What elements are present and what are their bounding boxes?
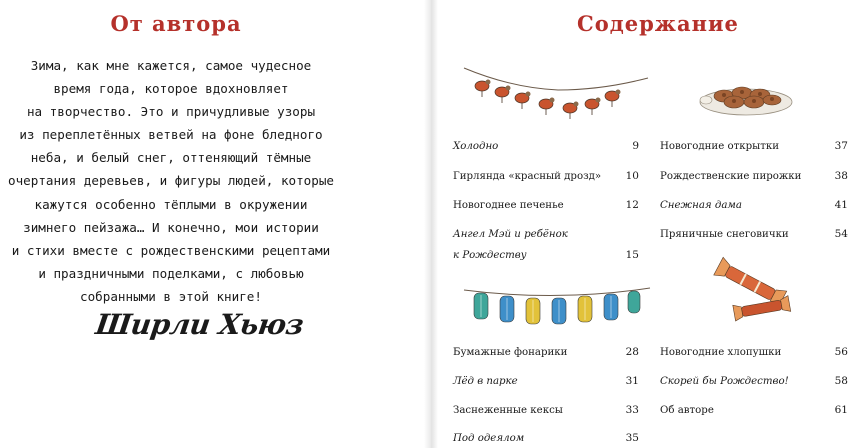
foreword-line: и праздничными поделками, с любовью (38, 265, 304, 281)
author-signature: Ширли Хьюз (93, 308, 306, 341)
robin-icon (475, 81, 619, 113)
toc-entry-title: Бумажные фонарики (453, 347, 568, 358)
foreword-line: время года, которое вдохновляет (53, 81, 289, 97)
toc-entry-page: 54 (834, 228, 848, 240)
foreword-line: Зима, как мне кажется, самое чудесное (30, 58, 312, 73)
toc-entry-page: 31 (625, 375, 639, 387)
toc-entry-page: 35 (625, 432, 639, 444)
toc-entry-title: Пряничные снеговички (660, 229, 789, 240)
toc-entry-page: 28 (625, 346, 639, 358)
right-page (432, 0, 852, 448)
foreword-line: и стихи вместе с рождественскими рецептами (11, 242, 331, 258)
toc-entry-title: Лёд в парке (453, 376, 518, 387)
author-foreword (0, 54, 342, 308)
toc-entry-title: Новогодние открытки (660, 141, 780, 152)
foreword-line: неба, и белый снег, оттеняющий тёмные (30, 150, 312, 166)
toc-entry[interactable] (453, 226, 639, 266)
toc-entry-title: Ангел Мэй и ребёнок (453, 229, 568, 240)
foreword-line: очертания деревьев, и фигуры людей, которые (7, 173, 335, 189)
toc-entry-page: 38 (834, 170, 848, 182)
toc-entry-title: Об авторе (660, 405, 714, 416)
toc-entry-page: 37 (834, 140, 848, 152)
toc-entry-title: Скорей бы Рождество! (660, 376, 789, 387)
toc-entry-title: Снежная дама (660, 200, 742, 211)
toc-entry-page: 9 (632, 140, 639, 152)
foreword-line: на творчество. Это и причудливые узоры (26, 104, 316, 120)
toc-entry-page: 61 (834, 404, 848, 416)
toc-entry-page: 15 (625, 249, 639, 261)
toc-entry-title: Рождественские пирожки (660, 171, 802, 182)
toc-entry-title: Под одеялом (453, 433, 525, 444)
robin-garland-illustration (462, 64, 652, 126)
toc-entry-title: Гирлянда «красный дрозд» (453, 171, 602, 182)
toc-entry-title: Новогоднее печенье (453, 200, 564, 211)
toc-entry-title: Холодно (453, 141, 499, 152)
foreword-line: из переплетённых ветвей на фоне бледного (19, 127, 323, 143)
toc-entry-title: Заснеженные кексы (453, 405, 563, 416)
toc-entry-page: 58 (834, 375, 848, 387)
toc-entry-page: 10 (625, 170, 639, 182)
foreword-line: кажутся особенно тёплыми в окружении (34, 196, 308, 212)
toc-entry-page: 41 (834, 199, 848, 211)
page-heading-contents: Содержание (577, 11, 739, 36)
page-heading-author: От автора (110, 11, 242, 36)
foreword-line: собранными в этой книге! (80, 288, 262, 304)
toc-entry-title-line2: к Рождеству (453, 250, 527, 261)
mince-pies-plate-illustration (694, 78, 794, 118)
toc-entry-page: 56 (834, 346, 848, 358)
paper-lanterns-illustration (462, 284, 652, 330)
foreword-line: зимнего пейзажа… И конечно, мои истории (23, 219, 319, 235)
toc-entry-page: 33 (625, 404, 639, 416)
toc-entry-title: Новогодние хлопушки (660, 347, 782, 358)
toc-entry-page: 12 (625, 199, 639, 211)
christmas-crackers-illustration (712, 262, 792, 328)
